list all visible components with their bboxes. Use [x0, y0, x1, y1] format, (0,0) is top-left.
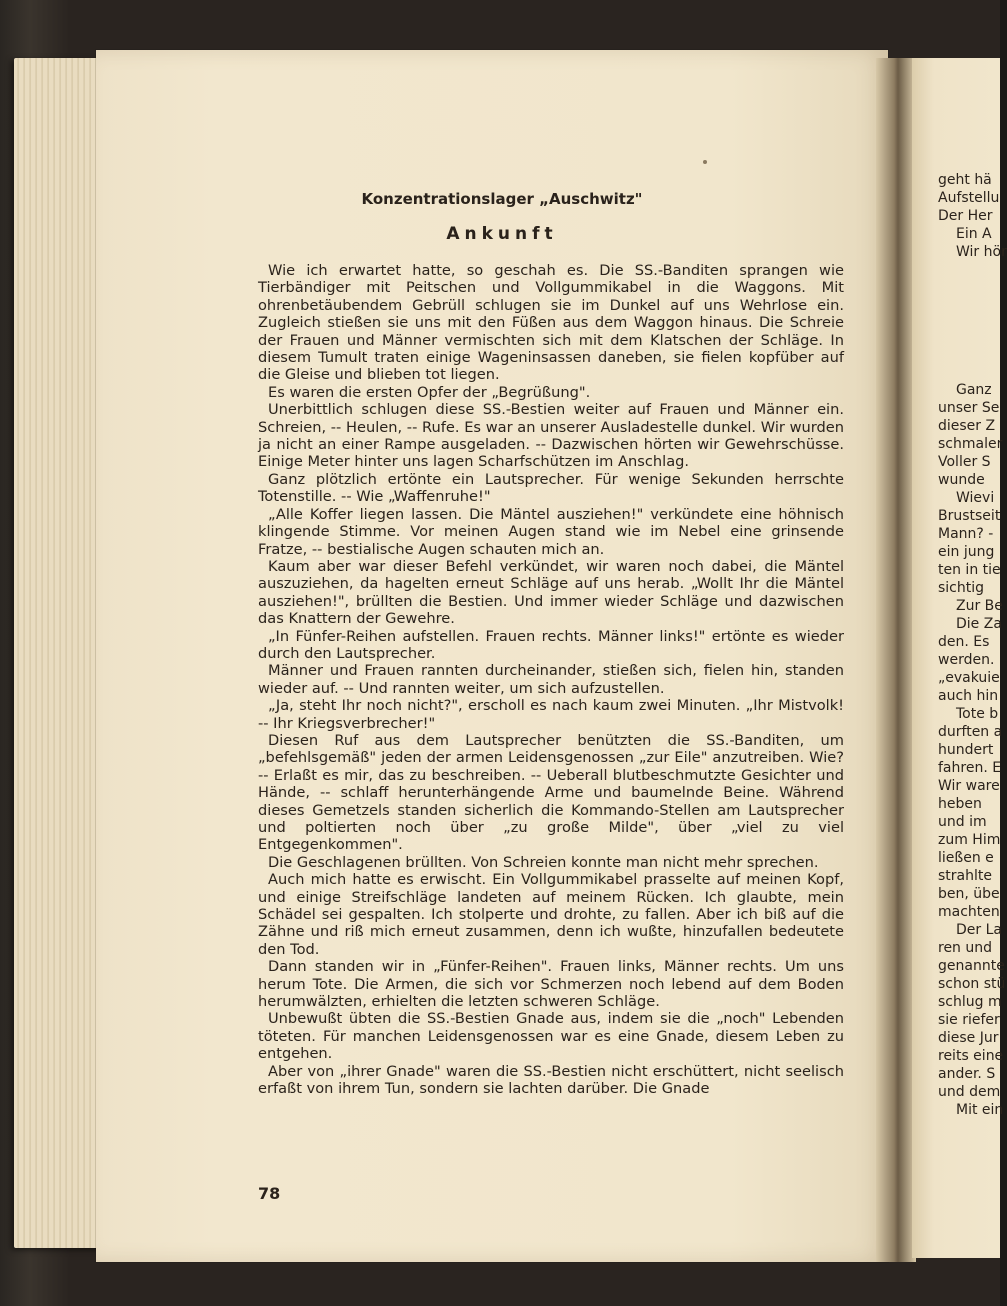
right-page-line-fragment: ein jung	[938, 544, 995, 560]
right-page-line-fragment: dieser Z	[938, 418, 996, 434]
right-page-line-fragment: den. Es	[938, 634, 990, 650]
right-page-line-fragment: Die Za	[956, 616, 1002, 632]
right-page-line-fragment: Wir hör	[956, 244, 1007, 260]
right-page-line-fragment: Tote b	[956, 706, 999, 722]
book-gutter	[876, 58, 916, 1262]
right-page-line-fragment: sichtig	[938, 580, 985, 596]
right-page-line-fragment: Mann? -	[938, 526, 994, 542]
right-page-line-fragment: Aufstellu	[938, 190, 1000, 206]
right-page-line-fragment: schlug m	[938, 994, 1002, 1010]
right-page-line-fragment: schon stü	[938, 976, 1006, 992]
right-page-line-fragment: ten in tie	[938, 562, 1001, 578]
right-page-line-fragment: strahlte	[938, 868, 992, 884]
right-page-line-fragment: Ganz	[956, 382, 992, 398]
right-page-line-fragment: ander. S	[938, 1066, 996, 1082]
right-page-line-fragment: machten	[938, 904, 1000, 920]
section-subtitle: Ankunft	[446, 224, 558, 244]
paragraph: „Ja, steht Ihr noch nicht?", erscholl es nach kaum zwei Minuten. „Ihr Mistvolk! -- Ihr Kriegsverbrecher!"	[258, 697, 844, 732]
right-page-line-fragment: genannte	[938, 958, 1005, 974]
paragraph: „In Fünfer-Reihen aufstellen. Frauen rechts. Männer links!" ertönte es wieder durch den Lautsprecher.	[258, 627, 844, 662]
right-page-line-fragment: Brustseit	[938, 508, 1001, 524]
right-page-line-fragment: ließen e	[938, 850, 994, 866]
paragraph: Wie ich erwartet hatte, so geschah es. Die SS.-Banditen sprangen wie Tierbändiger mit Peitschen und Vollgummikabel in die Waggons. Mit ohrenbetäubendem Gebrüll schlugen sie im Dunkel auf uns Wehrlose ein. Zugleich stießen sie uns mit den Füßen aus dem Waggon hinaus. Die Schreie der Frauen und Männer vermischten sich mit dem Klatschen der Schläge. In diesem Tumult traten einige Wageninsassen daneben, sie fielen kopfüber auf die Gleise und blieben tot liegen.	[258, 262, 844, 384]
right-page-line-fragment: Der Her	[938, 208, 993, 224]
paragraph: „Alle Koffer liegen lassen. Die Mäntel ausziehen!" verkündete eine höhnisch klingende Stimme. Vor meinen Augen stand wie im Nebel eine grinsende Fratze, -- bestialische Augen schauten mich an.	[258, 505, 844, 558]
right-page-line-fragment: geht hä	[938, 172, 992, 188]
paragraph: Auch mich hatte es erwischt. Ein Vollgummikabel prasselte auf meinen Kopf, und einige Streifschläge landeten auf meinem Rücken. Ich glaubte, mein Schädel sei gespalten. Ich stolperte und drohte, zu fallen. Aber ich biß auf die Zähne und riß mich erneut zusammen, denn ich wußte, hinzufallen bedeutete den Tod.	[258, 871, 844, 958]
right-page-line-fragment: ren und	[938, 940, 993, 956]
right-page-line-fragment: unser Se	[938, 400, 1000, 416]
paragraph: Kaum aber war dieser Befehl verkündet, wir waren noch dabei, die Mäntel auszuziehen, da hagelten erneut Schläge auf uns herab. „Wollt Ihr die Mäntel ausziehen!", brüllten die Bestien. Und immer wieder Schläge und dazwischen das Knattern der Gewehre.	[258, 557, 844, 628]
right-page-line-fragment: schmaler	[938, 436, 1003, 452]
right-page-line-fragment: hundert	[938, 742, 994, 758]
page-number: 78	[258, 1184, 281, 1203]
right-page-line-fragment: und dem	[938, 1084, 1001, 1100]
right-page-line-fragment: Mit ein	[956, 1102, 1004, 1118]
right-page-line-fragment: und im	[938, 814, 987, 830]
paragraph: Diesen Ruf aus dem Lautsprecher benützten die SS.-Banditen, um „befehlsgemäß" jeden der armen Leidensgenossen „zur Eile" anzutreiben. Wie? -- Erlaßt es mir, das zu beschreiben. -- Ueberall blutbeschmutzte Gesichter und Hände, -- schlaff herunterhängende Arme und baumelnde Beine. Während dieses Gemetzels standen sicherlich die Kommando-Stellen am Lautsprecher und poltierten noch über „zu große Milde", über „viel zu viel Entgegenkommen".	[258, 731, 844, 854]
paragraph: Ganz plötzlich ertönte ein Lautsprecher. Für wenige Sekunden herrschte Totenstille. -- Wie „Waffenruhe!"	[258, 470, 844, 506]
right-page-line-fragment: auch hin	[938, 688, 999, 704]
right-page-line-fragment: Ein A	[956, 226, 992, 242]
body-text	[258, 262, 844, 1098]
paragraph: Es waren die ersten Opfer der „Begrüßung".	[268, 383, 591, 401]
paragraph: Unbewußt übten die SS.-Bestien Gnade aus, indem sie die „noch" Lebenden töteten. Für manchen Leidensgenossen war es eine Gnade, diesem Leben zu entgehen.	[258, 1010, 844, 1063]
right-page-line-fragment: heben	[938, 796, 982, 812]
right-page-line-fragment: ben, übe	[938, 886, 1000, 902]
right-page-line-fragment: Der La	[956, 922, 1002, 938]
right-page-line-fragment: „evakuie	[938, 670, 1000, 686]
right-page-line-fragment: diese Jur	[938, 1030, 999, 1046]
right-page-line-fragment: wunde	[938, 472, 985, 488]
right-page-line-fragment: zum Him	[938, 832, 1001, 848]
right-page-line-fragment: fahren. E	[938, 760, 1002, 776]
paragraph: Die Geschlagenen brüllten. Von Schreien konnte man nicht mehr sprechen.	[268, 853, 819, 871]
paragraph: Dann standen wir in „Fünfer-Reihen". Frauen links, Männer rechts. Um uns herum Tote. Die Armen, die sich vor Schmerzen noch lebend auf dem Boden herumwälzten, erhielten die letzten schweren Schläge.	[258, 958, 844, 1011]
right-page-line-fragment: sie riefer	[938, 1012, 1000, 1028]
right-page-line-fragment: durften a	[938, 724, 1003, 740]
page-title: Konzentrationslager „Auschwitz"	[361, 190, 643, 208]
right-page-line-fragment: Zur Be	[956, 598, 1003, 614]
right-page-line-fragment: reits eine	[938, 1048, 1004, 1064]
right-page-line-fragment: Wievi	[956, 490, 995, 506]
right-page-line-fragment: werden.	[938, 652, 995, 668]
paper-speck	[703, 160, 707, 164]
paragraph: Männer und Frauen rannten durcheinander, stießen sich, fielen hin, standen wieder auf. -- Und rannten weiter, um sich aufzustellen.	[258, 662, 844, 697]
right-page-line-fragment: Wir ware	[938, 778, 1000, 794]
paragraph: Unerbittlich schlugen diese SS.-Bestien weiter auf Frauen und Männer ein. Schreien, -- Heulen, -- Rufe. Es war an unserer Ausladestelle dunkel. Wir wurden ja nicht an einer Rampe ausgeladen. -- Dazwischen hörten wir Gewehrschüsse. Einige Meter hinter uns lagen Scharfschützen im Anschlag.	[258, 401, 844, 471]
paragraph: Aber von „ihrer Gnade" waren die SS.-Bestien nicht erschüttert, nicht seelisch erfaßt von ihrem Tun, sondern sie lachten darüber. Die Gnade	[258, 1062, 844, 1098]
right-page-line-fragment: Voller S	[938, 454, 991, 470]
